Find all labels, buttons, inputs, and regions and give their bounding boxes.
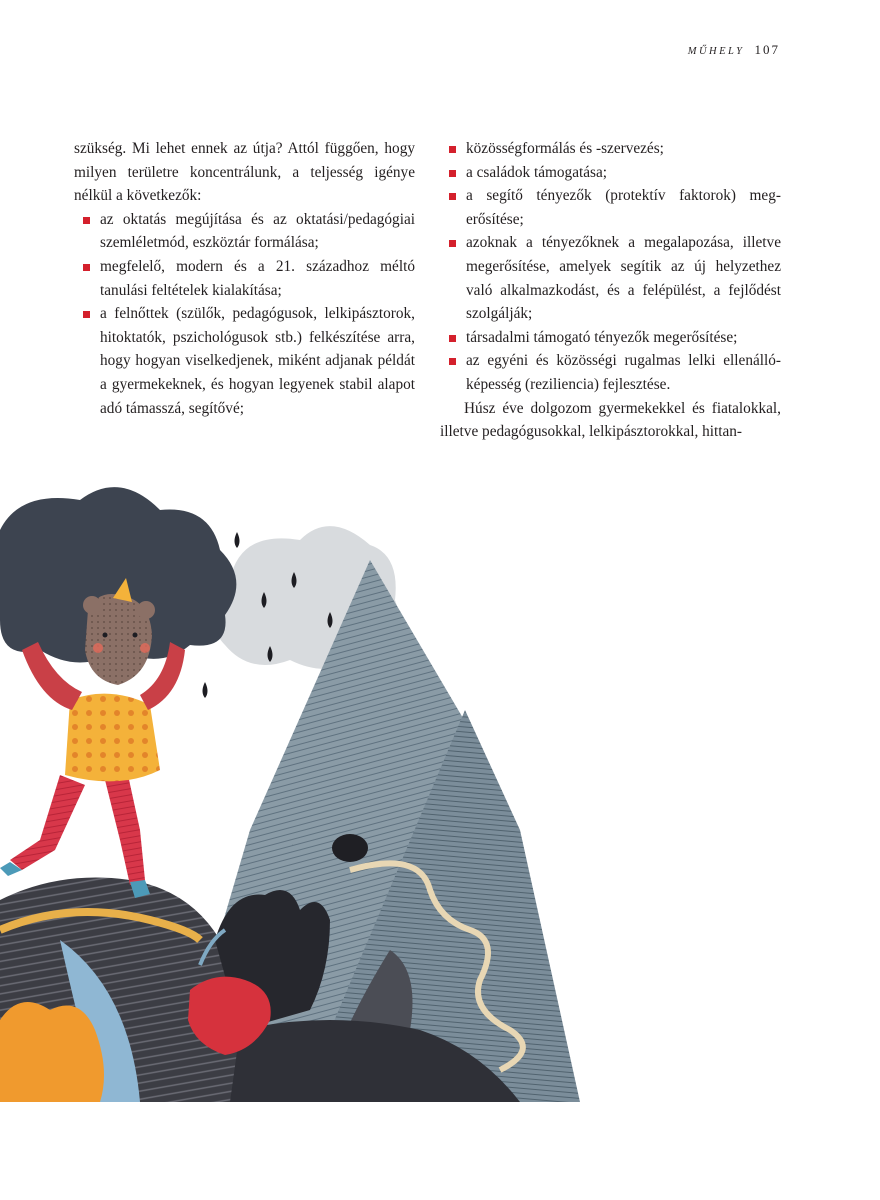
list-item [100, 255, 415, 302]
list-item [466, 137, 781, 161]
right-column [440, 137, 781, 444]
intro-paragraph: szükség. Mi lehet ennek az útja? Attól függően, hogy milyen területre koncentrálunk, a teljesség igénye nélkül a következők: [74, 140, 415, 205]
red-square-bullet-icon [449, 240, 456, 247]
list-item [466, 231, 781, 325]
page-number: 107 [754, 42, 780, 57]
list-item [100, 208, 415, 255]
running-head [688, 42, 780, 58]
list-item-text: megfelelő, modern és a 21. századhoz méltó tanulási feltételek kialakítása; [100, 257, 415, 299]
list-item-text: társadalmi támogató tényezők megerősítése; [466, 328, 738, 346]
list-item [100, 302, 415, 420]
list-item-text: azoknak a tényezőknek a megalapozása, illetve megerősítése, amelyek segítik az új helyzethez való alkalmazkodást, és a felépülést, a fejlődést szolgálják; [466, 234, 781, 323]
cave [332, 834, 368, 862]
red-square-bullet-icon [83, 264, 90, 271]
list-item-text: a családok támogatása; [466, 163, 608, 181]
list-item-text: a felnőttek (szülők, pedagógusok, lelkipásztorok, hitoktatók, pszichológusok stb.) felkészítése arra, hogy hogyan viselkedjenek, miként adjanak példát a gyermekeknek, és hogyan legyenek stabil alapot adó támasszá, segítővé; [100, 305, 415, 417]
watercolor-illustration [0, 470, 600, 1102]
right-bullet-list [440, 137, 781, 397]
list-item [466, 326, 781, 350]
list-item-text: közösségformálás és -szervezés; [466, 140, 664, 157]
list-item-text: az egyéni és közösségi rugalmas lelki ellenálló-képesség (reziliencia) fejlesztése. [466, 352, 781, 393]
red-square-bullet-icon [449, 335, 456, 342]
left-bullet-list [74, 208, 415, 420]
list-item-text: a segítő tényezők (protektív faktorok) megerősítése; [466, 187, 781, 228]
list-item [466, 161, 781, 185]
red-square-bullet-icon [83, 311, 90, 318]
red-square-bullet-icon [449, 170, 456, 177]
section-title: MŰHELY [687, 46, 745, 57]
red-square-bullet-icon [449, 358, 456, 365]
left-column [74, 137, 415, 420]
red-square-bullet-icon [449, 146, 456, 153]
red-square-bullet-icon [449, 193, 456, 200]
list-item-text: az oktatás megújítása és az oktatási/pedagógiai szemléletmód, eszköztár formálása; [100, 210, 415, 252]
list-item [466, 349, 781, 396]
list-item [466, 184, 781, 231]
closing-paragraph: Húsz éve dolgozom gyermekekkel és fiatalokkal, illetve pedagógusokkal, lelkipásztorokkal, hittan- [440, 399, 781, 441]
red-square-bullet-icon [83, 217, 90, 224]
